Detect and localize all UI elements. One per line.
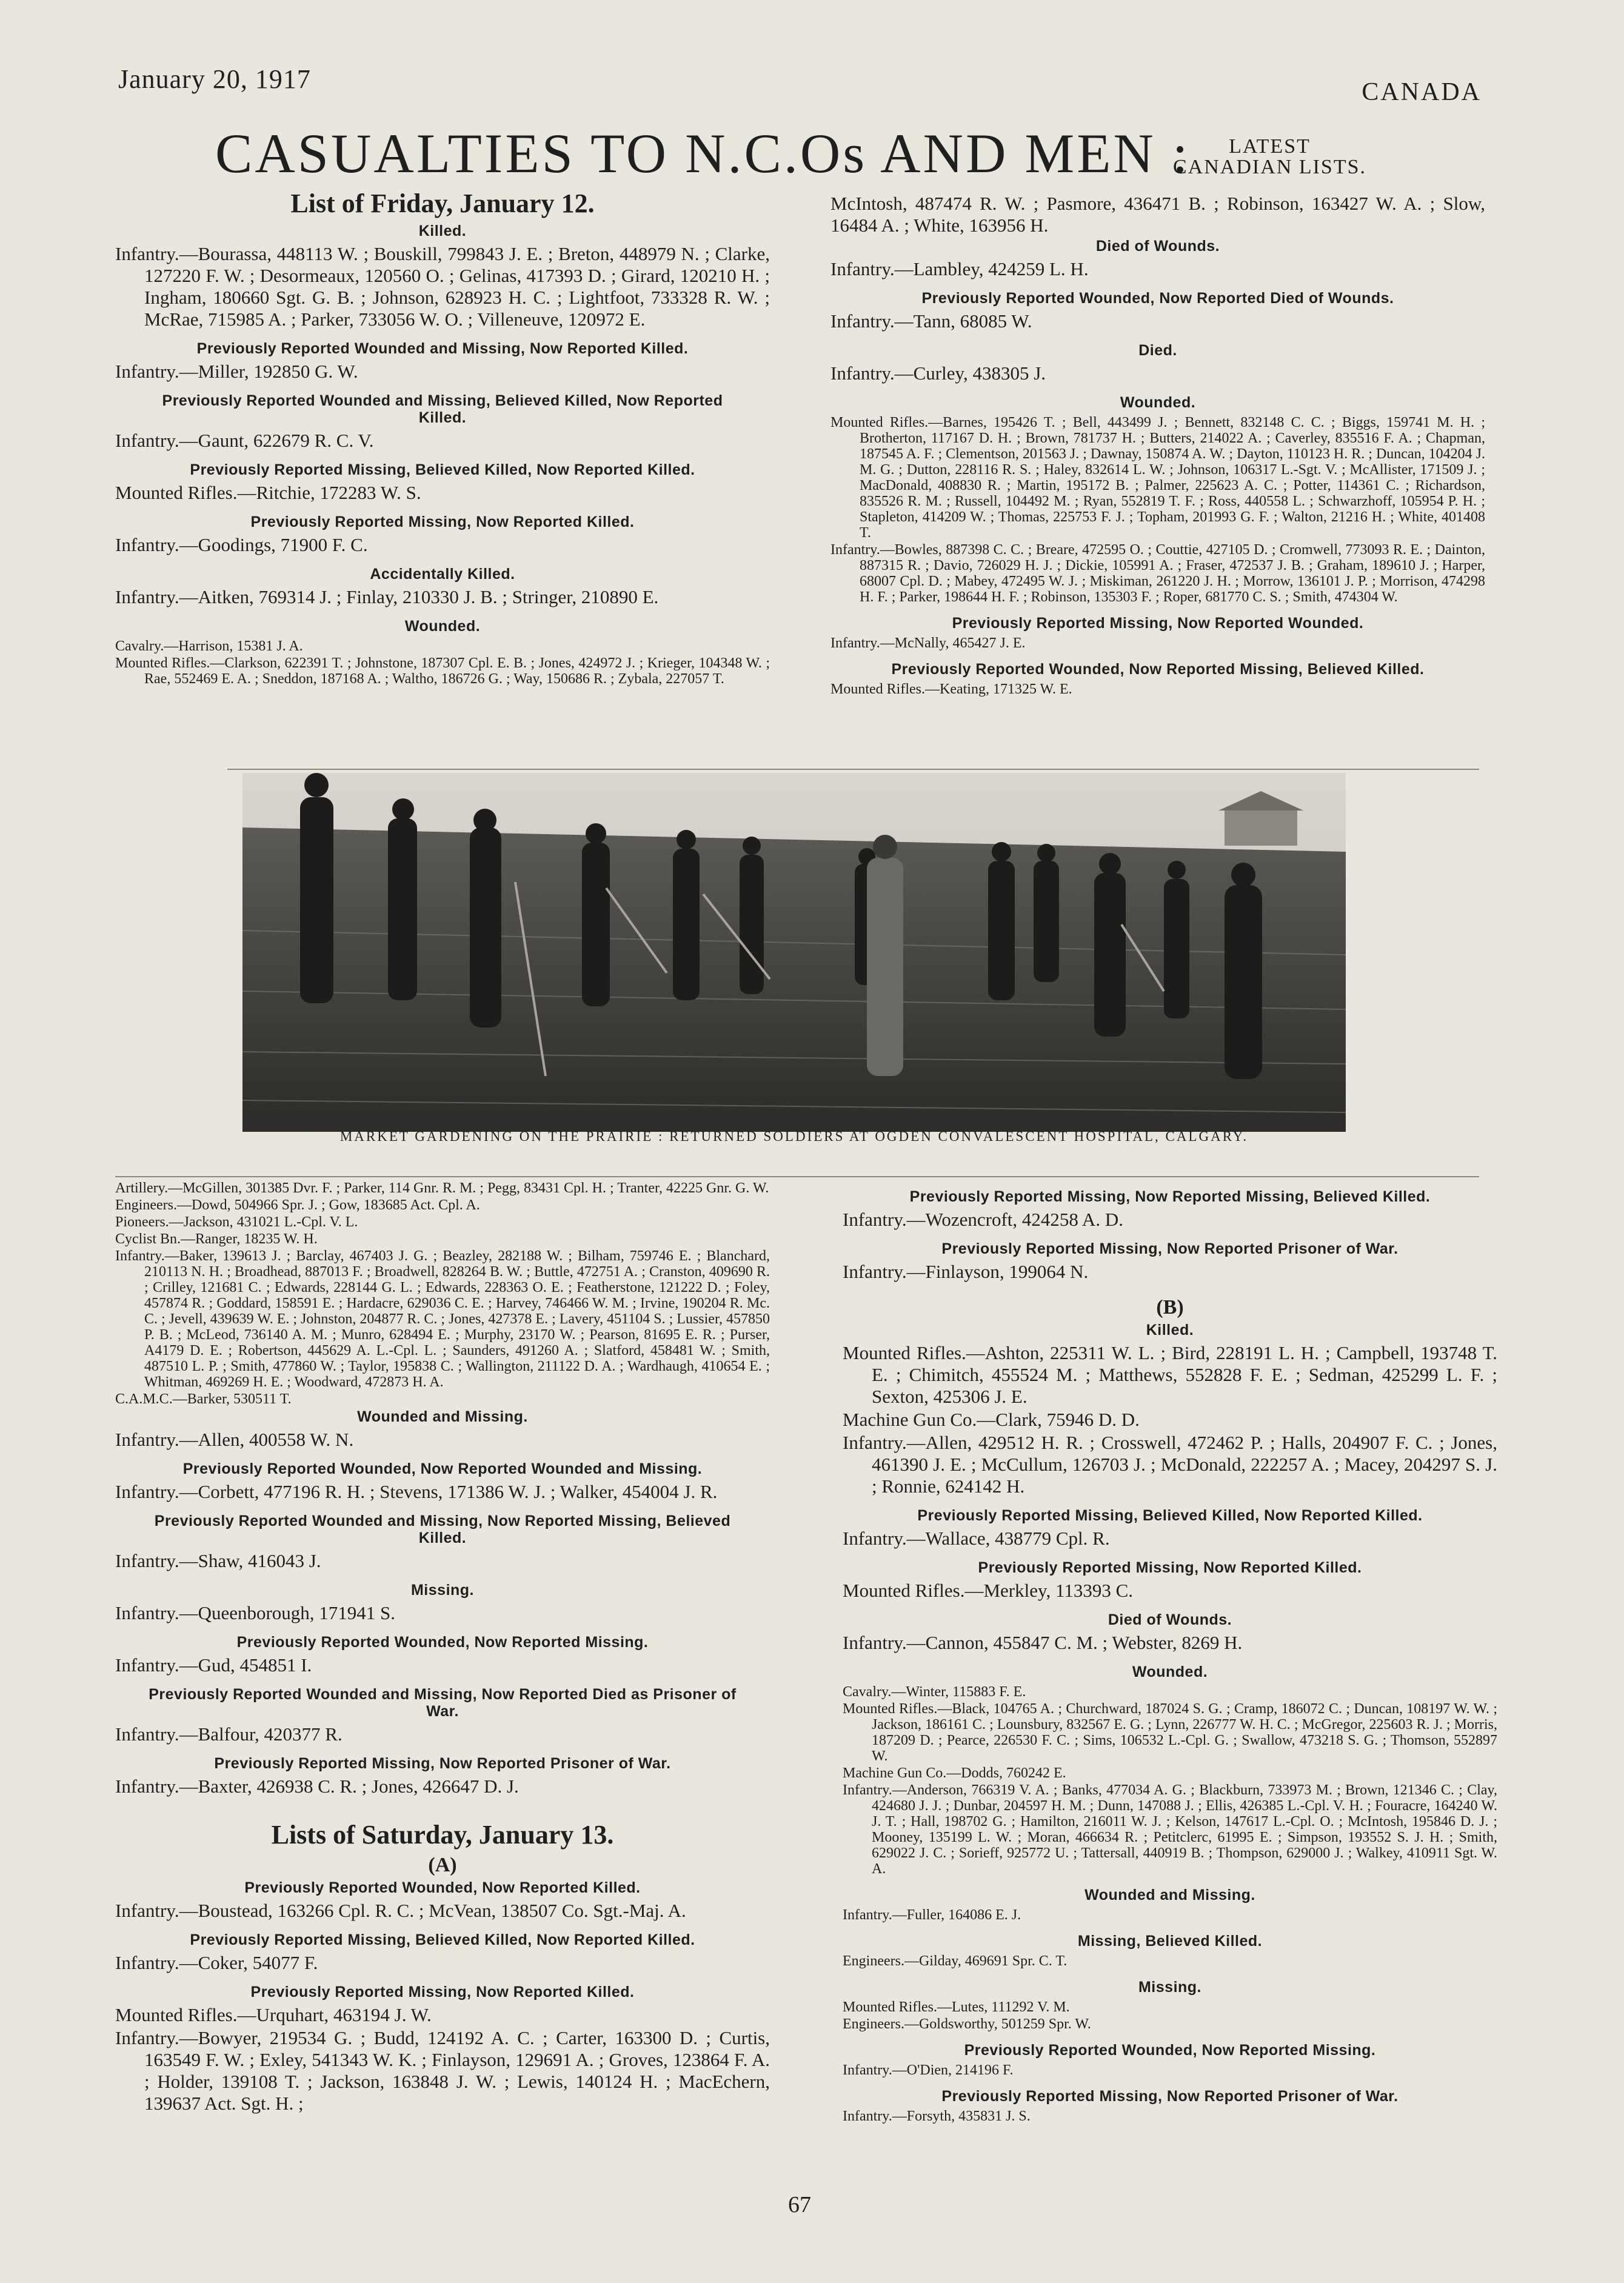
page-subtitle [1173,136,1366,178]
section-heading: Missing. [410,1582,474,1599]
section-heading: Previously Reported Missing, Now Reported Killed. [250,513,635,530]
section-heading: Previously Reported Missing, Believed Killed, Now Reported Killed. [190,1931,695,1948]
casualty-entry: Infantry.—Boustead, 163266 Cpl. R. C. ; McVean, 138507 Co. Sgt.-Maj. A. [115,1900,686,1921]
casualty-entry: Mounted Rifles.—Keating, 171325 W. E. [830,681,1072,697]
casualty-entry: C.A.M.C.—Barker, 530511 T. [115,1391,292,1407]
casualty-sections [115,222,770,687]
section-heading: Previously Reported Missing, Now Reported Prisoner of War. [941,2088,1398,2105]
section-heading: Missing, Believed Killed. [1077,1933,1263,1950]
casualty-entry: Infantry.—O'Dien, 214196 F. [843,2062,1014,2078]
section-heading: Previously Reported Missing, Now Reported Prisoner of War. [941,1240,1398,1257]
lead-entries [115,1180,770,1407]
section-heading: Previously Reported Wounded, Now Reported Missing, Believed Killed. [891,661,1425,678]
casualty-entry: Infantry.—Baxter, 426938 C. R. ; Jones, 426647 D. J. [115,1776,519,1797]
casualty-entry: Machine Gun Co.—Dodds, 760242 E. [843,1765,1066,1781]
section-heading: Wounded and Missing. [357,1408,528,1425]
casualty-entry: Infantry.—Fuller, 164086 E. J. [843,1907,1021,1923]
photograph [242,773,1346,1132]
column-friday-right [830,192,1485,698]
casualty-entry: Infantry.—Anderson, 766319 V. A. ; Banks, 477034 A. G. ; Blackburn, 733973 M. ; Brown, 121346 C. ; Clay, 424680 J. J. ; Dunbar, 204597 H. M. ; Dunn, 147088 J. ; Ellis, 426385 L.-Cpl. V. H. ; Fouracre, 164240 W. J. T. ; Hall, 198702 G. ; Hamilton, 216011 W. J. ; Kelson, 147617 L.-Cpl. O. ; McIntosh, 195846 D. J. ; Mooney, 135199 L. W. ; Moran, 466634 R. ; Petitclerc, 61995 E. ; Simpson, 193552 S. J. H. ; Smith, 629022 J. C. ; Sorieff, 925772 U. ; Tattersall, 440919 B. ; Thompson, 629000 J. ; Walkey, 410911 Sgt. W. A. [843,1782,1497,1877]
subtitle-line-2: CANADIAN LISTS. [1173,156,1366,178]
casualty-entry: Mounted Rifles.—Ritchie, 172283 W. S. [115,482,421,503]
section-heading: Wounded. [1132,1663,1208,1680]
casualty-entry: Mounted Rifles.—Barnes, 195426 T. ; Bell, 443499 J. ; Bennett, 832148 C. C. ; Biggs, 159741 M. H. ; Brotherton, 117167 D. H. ; Brown, 781737 H. ; Butters, 214022 A. ; Caverley, 835516 F. A. ; Chapman, 187545 A. F. ; Clementson, 201563 J. ; Dawnay, 150874 A. W. ; Dayton, 110123 H. R. ; Duncan, 104204 J. M. G. ; Dutton, 228116 R. S. ; Haley, 832614 L. W. ; Johnson, 106317 L.-Sgt. V. ; McAllister, 171509 J. ; MacDonald, 408830 R. ; Martin, 195172 B. ; Palmer, 225623 A. C. ; Potter, 114361 C. ; Richardson, 835526 R. M. ; Russell, 104492 M. ; Ryan, 552819 T. F. ; Ross, 440558 L. ; Schwarzhoff, 105954 P. H. ; Stapleton, 414209 W. ; Thomas, 225753 F. J. ; Topham, 201993 G. F. ; Walton, 21216 H. ; White, 401408 T. [830,415,1485,541]
section-heading: Wounded and Missing. [1084,1887,1255,1904]
casualty-sections [843,1322,1497,2124]
column-lower-left [115,1179,770,2116]
list-sub-a: (A) [428,1854,457,1876]
casualty-entry: Mounted Rifles.—Black, 104765 A. ; Churchward, 187024 S. G. ; Cramp, 186072 C. ; Duncan, 108197 W. W. ; Jackson, 186161 C. ; Lounsbury, 832567 E. G. ; Lynn, 226777 W. H. C. ; McGregor, 225603 R. J. ; Morris, 187209 D. ; Pearce, 226530 F. C. ; Sims, 106532 L.-Cpl. G. ; Swallow, 473218 S. G. ; Thomson, 552897 W. [843,1701,1497,1764]
casualty-entry: Infantry.—Tann, 68085 W. [830,310,1032,332]
casualty-entry: Infantry.—Coker, 54077 F. [115,1952,318,1973]
casualty-entry: Infantry.—Gud, 454851 I. [115,1654,312,1676]
casualty-entry: Cavalry.—Harrison, 15381 J. A. [115,638,303,654]
section-heading: Died. [1138,342,1177,359]
casualty-entry: Infantry.—Wozencroft, 424258 A. D. [843,1209,1123,1230]
casualty-entry: Mounted Rifles.—Merkley, 113393 C. [843,1580,1134,1601]
casualty-entry: Infantry.—Wallace, 438779 Cpl. R. [843,1528,1110,1549]
casualty-entry: Infantry.—Queenborough, 171941 S. [115,1602,396,1623]
list-title-friday: List of Friday, January 12. [290,189,595,218]
section-heading: Previously Reported Wounded, Now Reported Killed. [244,1879,641,1896]
section-heading: Wounded. [404,618,481,635]
section-heading: Killed. [418,222,467,239]
column-friday-left [115,188,770,688]
casualty-entry: Mounted Rifles.—Clarkson, 622391 T. ; Johnstone, 187307 Cpl. E. B. ; Jones, 424972 J. ; Krieger, 104348 W. ; Rae, 552469 E. A. ; Sneddon, 187168 A. ; Waltho, 186726 G. ; Way, 150686 R. ; Zybala, 227057 T. [115,655,770,687]
casualty-entry: Infantry.—McNally, 465427 J. E. [830,635,1026,651]
casualty-entry: Infantry.—Lambley, 424259 L. H. [830,258,1089,279]
divider-rule [115,1176,1479,1177]
casualty-entry: Infantry.—Balfour, 420377 R. [115,1723,343,1745]
section-heading: Previously Reported Wounded and Missing, Now Reported Missing, Believed Killed. [154,1513,731,1546]
casualty-entry: Infantry.—Bowles, 887398 C. C. ; Breare, 472595 O. ; Couttie, 427105 D. ; Cromwell, 773093 R. E. ; Dainton, 887315 R. ; Davio, 726029 H. J. ; Dickie, 105991 A. ; Fraser, 472537 J. B. ; Graham, 189610 J. ; Harper, 68007 Cpl. D. ; Mabey, 472495 W. J. ; Miskiman, 261220 J. H. ; Morrow, 136101 J. P. ; Morrison, 474298 H. F. ; Parker, 198644 H. F. ; Robinson, 135303 F. ; Roper, 681770 C. S. ; Smith, 474304 W. [830,542,1485,605]
section-heading: Missing. [1138,1979,1201,1996]
page-title: CASUALTIES TO N.C.Os AND MEN : [215,122,1191,184]
section-heading: Killed. [1146,1322,1194,1339]
section-heading: Previously Reported Wounded, Now Reported Missing. [236,1634,649,1651]
casualty-entry: Infantry.—Bowyer, 219534 G. ; Budd, 124192 A. C. ; Carter, 163300 D. ; Curtis, 163549 F. W. ; Exley, 541343 W. K. ; Finlayson, 129691 A. ; Groves, 123864 F. A. ; Holder, 139108 T. ; Jackson, 163848 J. W. ; Lewis, 140124 H. ; MacEchern, 139637 Act. Sgt. H. ; [115,2027,770,2114]
list-sub-b: (B) [1156,1296,1184,1319]
casualty-entry: Infantry.—Aitken, 769314 J. ; Finlay, 210330 J. B. ; Stringer, 210890 E. [115,586,659,607]
section-heading: Accidentally Killed. [370,566,515,583]
casualty-entry: Cavalry.—Winter, 115883 F. E. [843,1684,1026,1700]
section-heading: Previously Reported Wounded and Missing, Believed Killed, Now Reported Killed. [162,392,723,426]
section-heading: Previously Reported Missing, Now Reported Wounded. [952,615,1364,632]
casualty-entry: Infantry.—Bourassa, 448113 W. ; Bouskill, 799843 J. E. ; Breton, 448979 N. ; Clarke, 127220 F. W. ; Desormeaux, 120560 O. ; Gelinas, 417393 D. ; Girard, 120210 H. ; Ingham, 180660 Sgt. G. B. ; Johnson, 628923 H. C. ; Lightfoot, 733328 R. W. ; McRae, 715985 A. ; Parker, 733056 W. O. ; Villeneuve, 120972 E. [115,243,770,330]
casualty-entry: Infantry.—Allen, 429512 H. R. ; Crosswell, 472462 P. ; Halls, 204907 F. C. ; Jones, 461390 J. E. ; McCullum, 126703 J. ; McDonald, 222257 A. ; Macey, 204297 S. J. ; Ronnie, 624142 H. [843,1432,1497,1497]
casualty-entry: Infantry.—Shaw, 416043 J. [115,1550,321,1571]
casualty-sections [843,1188,1497,1283]
casualty-entry: Infantry.—Cannon, 455847 C. M. ; Webster, 8269 H. [843,1632,1243,1653]
casualty-entry: Pioneers.—Jackson, 431021 L.-Cpl. V. L. [115,1214,358,1230]
casualty-entry: Infantry.—Baker, 139613 J. ; Barclay, 467403 J. G. ; Beazley, 282188 W. ; Bilham, 759746 E. ; Blanchard, 210113 N. H. ; Broadhead, 887013 F. ; Broadwell, 828264 B. W. ; Buttle, 472751 A. ; Cranston, 409690 R. ; Crilley, 121681 C. ; Edwards, 228144 G. L. ; Edwards, 228363 O. E. ; Featherstone, 121222 D. ; Foley, 457874 R. ; Goddard, 158591 E. ; Hardacre, 629036 C. E. ; Harvey, 746466 W. M. ; Irvine, 190204 R. Mc. C. ; Jevell, 439639 W. E. ; Johnston, 204877 R. C. ; Jones, 427378 E. ; Lavery, 451104 S. ; Lussier, 457850 P. B. ; McLeod, 736140 A. M. ; Munro, 628494 E. ; Murphy, 23170 W. ; Pearson, 81695 E. R. ; Purser, A4179 D. E. ; Robertson, 445629 A. L.-Cpl. L. ; Saunders, 491260 A. ; Slatford, 458481 W. ; Smith, 487510 L. P. ; Smith, 477860 W. ; Taylor, 195838 C. ; Wallington, 211122 D. A. ; Wardhaugh, 410654 E. ; Whitman, 469269 H. E. ; Woodward, 472873 H. A. [115,1248,770,1390]
divider-rule [227,769,1479,770]
column-lower-right [843,1188,1497,2125]
section-heading: Previously Reported Missing, Believed Killed, Now Reported Killed. [190,461,695,478]
subtitle-line-1: LATEST [1229,135,1311,158]
casualty-sections [115,1408,770,1797]
casualty-entry: Infantry.—Allen, 400558 W. N. [115,1429,354,1450]
section-heading: Wounded. [1120,394,1196,411]
casualty-sections [115,1879,770,2114]
section-heading: Previously Reported Wounded and Missing, Now Reported Killed. [196,340,689,357]
casualty-entry: Artillery.—McGillen, 301385 Dvr. F. ; Parker, 114 Gnr. R. M. ; Pegg, 83431 Cpl. H. ; Tranter, 42225 Gnr. G. W. [115,1180,769,1196]
casualty-entry: Infantry.—Goodings, 71900 F. C. [115,534,368,555]
section-heading: Previously Reported Missing, Now Reported Prisoner of War. [214,1755,671,1772]
casualty-entry: Infantry.—Corbett, 477196 R. H. ; Stevens, 171386 W. J. ; Walker, 454004 J. R. [115,1481,718,1502]
casualty-entry: Engineers.—Gilday, 469691 Spr. C. T. [843,1953,1068,1969]
casualty-entry: Infantry.—Gaunt, 622679 R. C. V. [115,430,374,451]
section-heading: Previously Reported Wounded, Now Reported Wounded and Missing. [182,1460,703,1477]
section-heading: Previously Reported Missing, Believed Killed, Now Reported Killed. [917,1507,1423,1524]
casualty-entry: Engineers.—Dowd, 504966 Spr. J. ; Gow, 183685 Act. Cpl. A. [115,1197,480,1213]
section-heading: Previously Reported Missing, Now Reported Killed. [978,1559,1362,1576]
casualty-entry: Mounted Rifles.—Urquhart, 463194 J. W. [115,2004,432,2025]
casualty-entry: Mounted Rifles.—Lutes, 111292 V. M. [843,1999,1070,2015]
section-heading: Previously Reported Wounded, Now Reported Died of Wounds. [921,290,1394,307]
list-title-saturday: Lists of Saturday, January 13. [271,1820,614,1850]
photo-caption: MARKET GARDENING ON THE PRAIRIE : RETURNED SOLDIERS AT OGDEN CONVALESCENT HOSPITAL, CALGARY. [339,1129,1249,1144]
issue-date: January 20, 1917 [118,64,311,94]
market-gardening-photo [242,773,1346,1132]
section-heading: Previously Reported Wounded and Missing, Now Reported Died as Prisoner of War. [149,1686,737,1720]
continued-entry: McIntosh, 487474 R. W. ; Pasmore, 436471 B. ; Robinson, 163427 W. A. ; Slow, 16484 A. ; White, 163956 H. [830,193,1485,236]
casualty-entry: Cyclist Bn.—Ranger, 18235 W. H. [115,1231,318,1247]
section-heading: Previously Reported Missing, Now Reported Missing, Believed Killed. [909,1188,1431,1205]
section-heading: Died of Wounds. [1108,1611,1232,1628]
casualty-entry: Infantry.—Miller, 192850 G. W. [115,361,358,382]
section-name: CANADA [1362,78,1482,106]
casualty-entry: Mounted Rifles.—Ashton, 225311 W. L. ; Bird, 228191 L. H. ; Campbell, 193748 T. E. ; Chimitch, 455524 M. ; Matthews, 552828 F. E. ; Sedman, 425299 L. F. ; Sexton, 425306 J. E. [843,1342,1497,1407]
page-number: 67 [788,2192,811,2218]
casualty-entry: Machine Gun Co.—Clark, 75946 D. D. [843,1409,1140,1430]
casualty-entry: Infantry.—Curley, 438305 J. [830,363,1046,384]
casualty-entry: Engineers.—Goldsworthy, 501259 Spr. W. [843,2016,1091,2032]
casualty-sections [830,238,1485,697]
section-heading: Died of Wounds. [1095,238,1220,255]
casualty-entry: Infantry.—Finlayson, 199064 N. [843,1261,1089,1282]
casualty-entry: Infantry.—Forsyth, 435831 J. S. [843,2108,1031,2124]
section-heading: Previously Reported Missing, Now Reported Killed. [250,1984,635,2001]
section-heading: Previously Reported Wounded, Now Reported Missing. [964,2042,1376,2059]
